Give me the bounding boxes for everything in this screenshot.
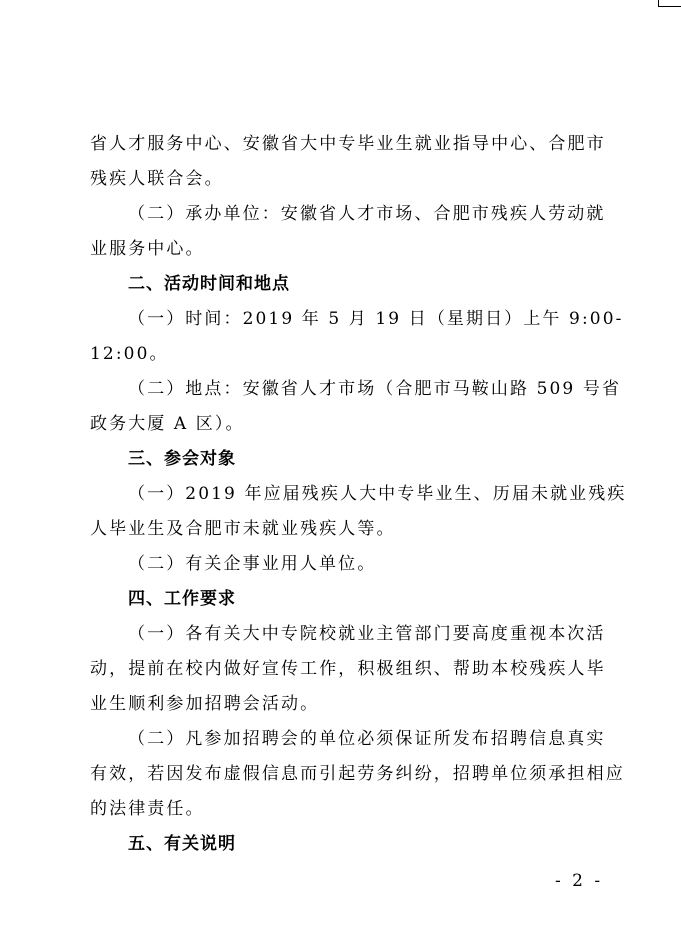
body-text-line: 动，提前在校内做好宣传工作，积极组织、帮助本校残疾人毕 [90,659,606,679]
section-heading: 三、参会对象 [128,449,236,469]
document-body [90,127,627,862]
section-heading: 五、有关说明 [128,834,236,854]
body-text-line: 残疾人联合会。 [90,169,224,189]
body-text-line: （二）地点：安徽省人才市场（合肥市马鞍山路 509 号省 [128,379,622,399]
page-corner-mark-horizontal [658,6,681,7]
body-text-line: （一）2019 年应届残疾人大中专毕业生、历届未就业残疾 [128,484,627,504]
body-text-line: 政务大厦 A 区）。 [90,414,245,434]
body-text-line: （二）凡参加招聘会的单位必须保证所发布招聘信息真实 [128,729,606,749]
body-text-line: 有效，若因发布虚假信息而引起劳务纠纷，招聘单位须承担相应 [90,764,625,784]
body-text-line: 业服务中心。 [90,239,205,259]
body-text-line: （二）有关企事业用人单位。 [128,554,377,574]
body-text-line: 的法律责任。 [90,799,205,819]
body-text-line: 省人才服务中心、安徽省大中专毕业生就业指导中心、合肥市 [90,134,606,154]
section-heading: 四、工作要求 [128,589,236,609]
body-text-line: （一）各有关大中专院校就业主管部门要高度重视本次活 [128,624,606,644]
body-text-line: （二）承办单位：安徽省人才市场、合肥市残疾人劳动就 [128,204,606,224]
body-text-line: （一）时间：2019 年 5 月 19 日（星期日）上午 9:00- [128,309,624,329]
body-text-line: 人毕业生及合肥市未就业残疾人等。 [90,519,396,539]
section-heading: 二、活动时间和地点 [128,274,290,294]
body-text-line: 12:00。 [90,344,169,364]
body-text-line: 业生顺利参加招聘会活动。 [90,694,320,714]
page-number: - 2 - [555,871,604,891]
